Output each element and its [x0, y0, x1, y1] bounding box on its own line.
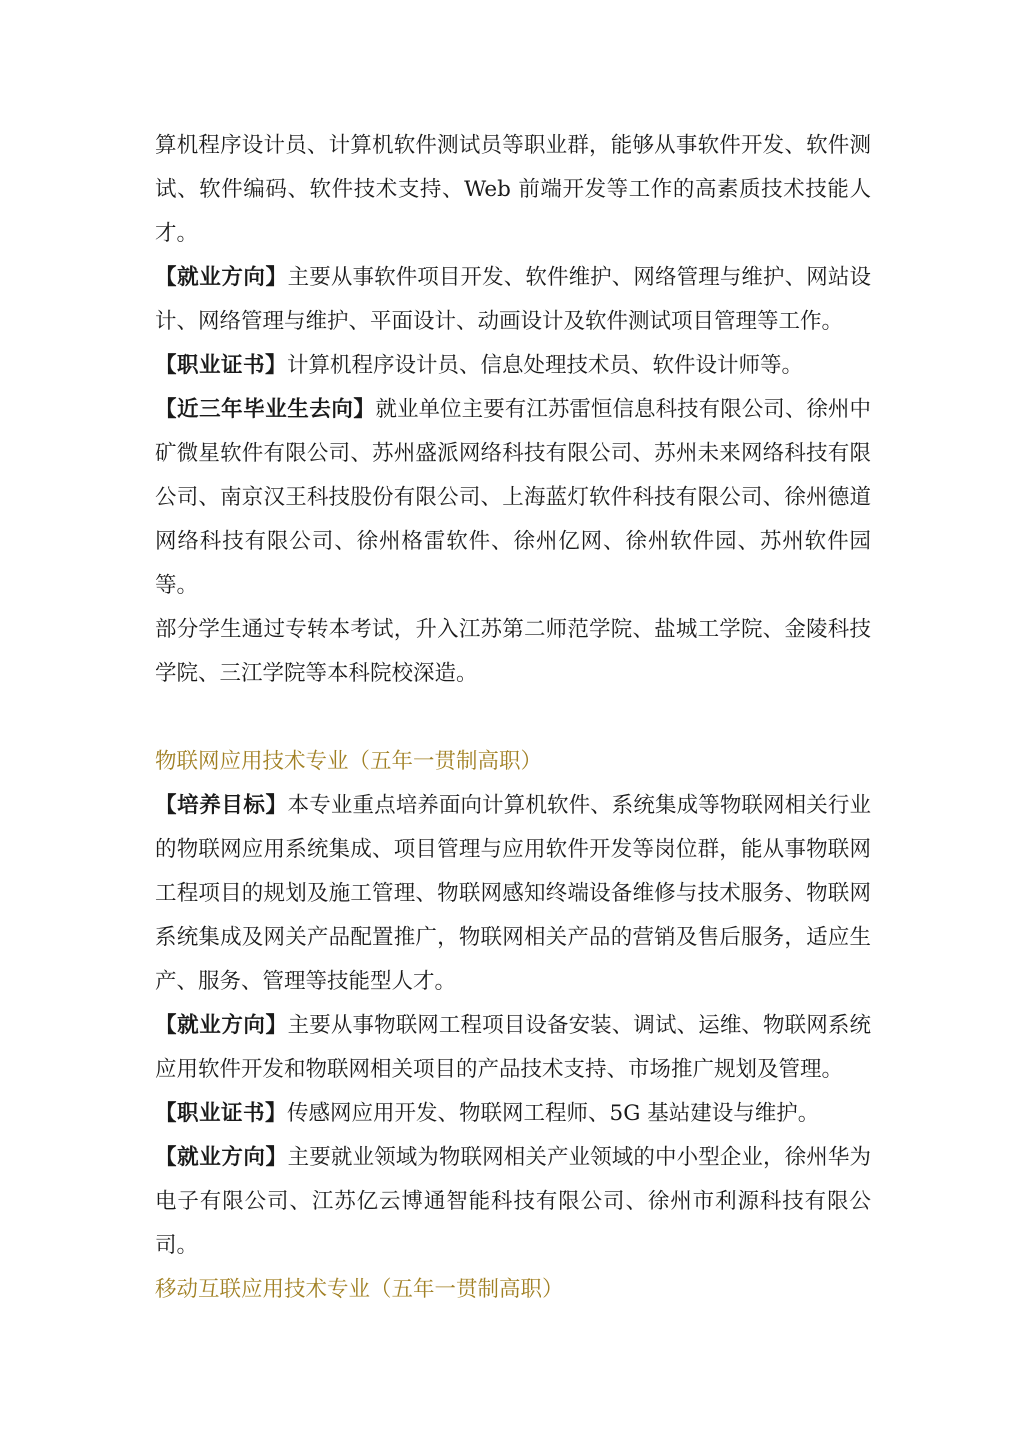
software-graduates-label: 【近三年毕业生去向】: [155, 397, 376, 422]
intro-text: 算机程序设计员、计算机软件测试员等职业群，能够从事软件开发、软件测试、软件编码、软件技术支持、Web 前端开发等工作的高素质技术技能人才。: [155, 133, 871, 246]
software-employment-label: 【就业方向】: [155, 265, 288, 290]
iot-section-heading: 物联网应用技术专业（五年一贯制高职）: [155, 749, 543, 774]
iot-employment2-text: 主要就业领域为物联网相关产业领域的中小型企业，徐州华为电子有限公司、江苏亿云博通智能科技有限公司、徐州市利源科技有限公司。: [155, 1145, 871, 1258]
software-certificate-label: 【职业证书】: [155, 353, 288, 378]
iot-goal-label: 【培养目标】: [155, 793, 288, 818]
iot-employment-paragraph: [155, 1004, 871, 1092]
software-certificate-paragraph: [155, 344, 871, 388]
iot-certificate-label: 【职业证书】: [155, 1101, 288, 1126]
software-employment-text: 主要从事软件项目开发、软件维护、网络管理与维护、网站设计、网络管理与维护、平面设计、动画设计及软件测试项目管理等工作。: [155, 265, 871, 334]
iot-goal-paragraph: [155, 784, 871, 1004]
software-further-study-text: 部分学生通过专转本考试，升入江苏第二师范学院、盐城工学院、金陵科技学院、三江学院等本科院校深造。: [155, 617, 871, 686]
intro-paragraph: [155, 124, 871, 256]
iot-goal-text: 本专业重点培养面向计算机软件、系统集成等物联网相关行业的物联网应用系统集成、项目管理与应用软件开发等岗位群，能从事物联网工程项目的规划及施工管理、物联网感知终端设备维修与技术服务、物联网系统集成及网关产品配置推广，物联网相关产品的营销及售后服务，适应生产、服务、管理等技能型人才。: [155, 793, 871, 994]
software-graduates-text: 就业单位主要有江苏雷恒信息科技有限公司、徐州中矿微星软件有限公司、苏州盛派网络科技有限公司、苏州未来网络科技有限公司、南京汉王科技股份有限公司、上海蓝灯软件科技有限公司、徐州德道网络科技有限公司、徐州格雷软件、徐州亿网、徐州软件园、苏州软件园等。: [155, 397, 871, 598]
iot-employment2-label: 【就业方向】: [155, 1145, 288, 1170]
mobile-section-heading: 移动互联应用技术专业（五年一贯制高职）: [155, 1277, 564, 1302]
iot-employment2-paragraph: [155, 1136, 871, 1268]
software-further-study-paragraph: [155, 608, 871, 696]
iot-certificate-text: 传感网应用开发、物联网工程师、5G 基站建设与维护。: [287, 1101, 820, 1126]
iot-employment-text: 主要从事物联网工程项目设备安装、调试、运维、物联网系统应用软件开发和物联网相关项目的产品技术支持、市场推广规划及管理。: [155, 1013, 871, 1082]
iot-employment-label: 【就业方向】: [155, 1013, 288, 1038]
software-graduates-paragraph: [155, 388, 871, 608]
iot-certificate-paragraph: [155, 1092, 871, 1136]
document-page: [155, 124, 871, 1312]
section-spacer: [155, 696, 871, 740]
software-certificate-text: 计算机程序设计员、信息处理技术员、软件设计师等。: [287, 353, 804, 378]
software-employment-paragraph: [155, 256, 871, 344]
